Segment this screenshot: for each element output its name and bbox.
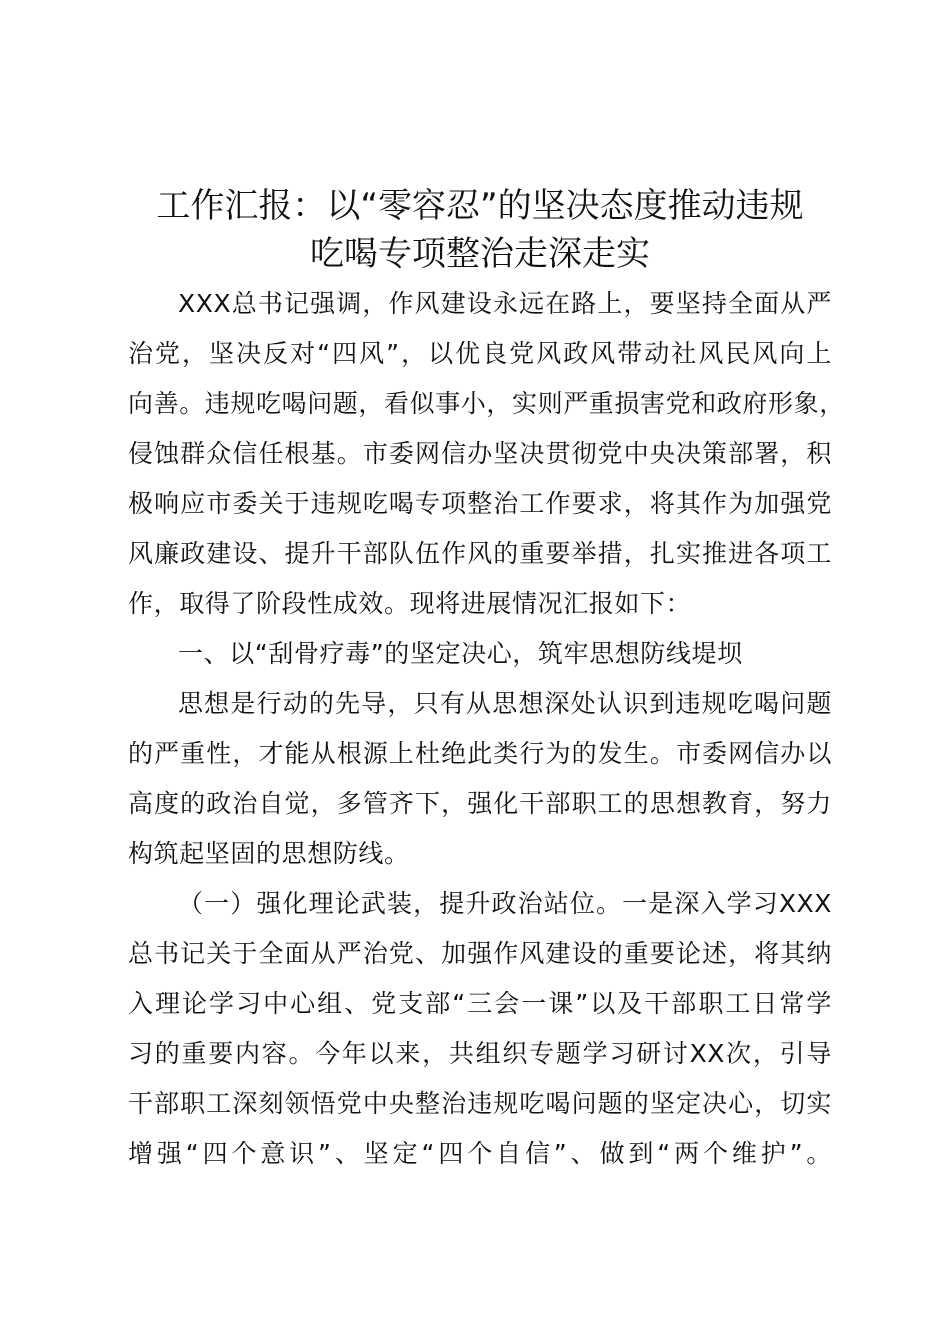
body-text-line: 入理论学习中心组、党支部“三会一课”以及干部职工日常学 bbox=[128, 989, 832, 1018]
document-title-line-2: 吃喝专项整治走深走实 bbox=[310, 234, 650, 274]
body-text-line: 作，取得了阶段性成效。现将进展情况汇报如下： bbox=[128, 589, 692, 618]
body-text-line: XXX总书记强调，作风建设永远在路上，要坚持全面从严 bbox=[178, 289, 832, 318]
body-text-line: 极响应市委关于违规吃喝专项整治工作要求，将其作为加强党 bbox=[128, 489, 832, 518]
body-text-line: 习的重要内容。今年以来，共组织专题学习研讨XX次，引导 bbox=[128, 1039, 832, 1068]
body-text-line: 向善。违规吃喝问题，看似事小，实则严重损害党和政府形象， bbox=[128, 389, 845, 418]
body-text-line: 思想是行动的先导，只有从思想深处认识到违规吃喝问题 bbox=[178, 689, 832, 718]
body-text-line: 增强“四个意识”、坚定“四个自信”、做到“两个维护”。 bbox=[128, 1139, 832, 1168]
body-text-line: 高度的政治自觉，多管齐下，强化干部职工的思想教育，努力 bbox=[128, 789, 832, 818]
body-text-line: 的严重性，才能从根源上杜绝此类行为的发生。市委网信办以 bbox=[128, 739, 832, 768]
body-text-line: 风廉政建设、提升干部队伍作风的重要举措，扎实推进各项工 bbox=[128, 539, 832, 568]
body-text-line: 总书记关于全面从严治党、加强作风建设的重要论述，将其纳 bbox=[128, 939, 832, 968]
subsection-paragraph-line: （一）强化理论武装，提升政治站位。一是深入学习XXX bbox=[178, 889, 832, 918]
body-text-line: 干部职工深刻领悟党中央整治违规吃喝问题的坚定决心，切实 bbox=[128, 1089, 832, 1118]
body-text-line: 构筑起坚固的思想防线。 bbox=[128, 839, 410, 868]
section-heading: 一、以“刮骨疗毒”的坚定决心，筑牢思想防线堤坝 bbox=[178, 639, 743, 668]
body-text-line: 治党，坚决反对“四风”，以优良党风政风带动社风民风向上 bbox=[128, 339, 832, 368]
body-text-line: 侵蚀群众信任根基。市委网信办坚决贯彻党中央决策部署，积 bbox=[128, 439, 832, 468]
document-title-line-1: 工作汇报：以“零容忍”的坚决态度推动违规 bbox=[156, 186, 804, 226]
